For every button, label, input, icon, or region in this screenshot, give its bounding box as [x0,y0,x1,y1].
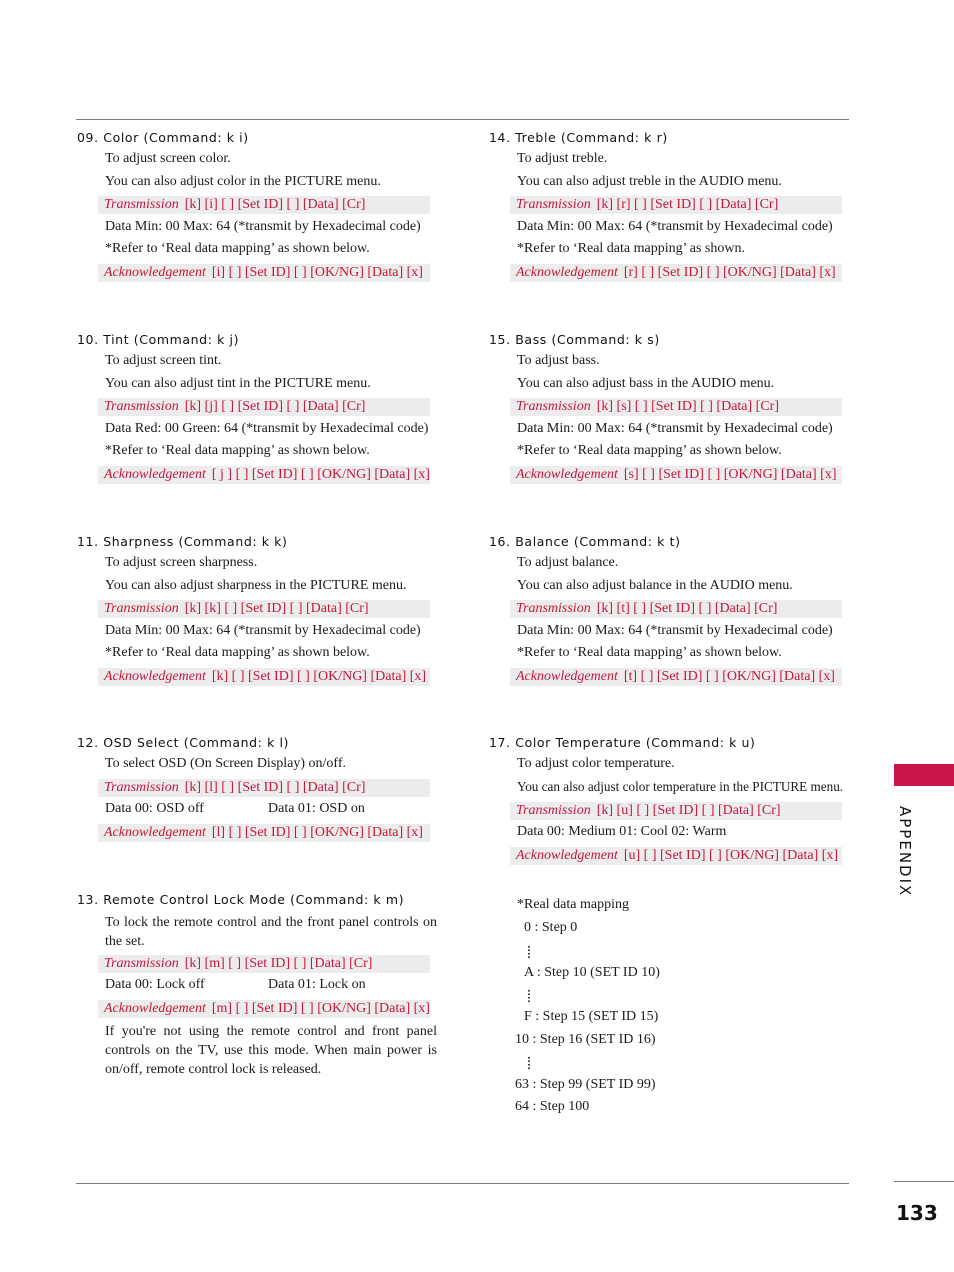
mapping-row: F : Step 15 (SET ID 15) [524,1009,659,1024]
section-heading: 16. Balance (Command: k t) [489,534,681,549]
description: To adjust bass. [517,353,600,368]
section-heading: 15. Bass (Command: k s) [489,332,660,347]
mapping-title: *Real data mapping [517,897,629,912]
transmission-code: [k] [l] [ ] [Set ID] [ ] [Data] [Cr] [184,780,366,795]
data-off: Data 00: Lock off [105,977,205,992]
transmission-code: [k] [u] [ ] [Set ID] [ ] [Data] [Cr] [596,803,781,818]
description: To select OSD (On Screen Display) on/off. [105,756,346,771]
section-heading: 10. Tint (Command: k j) [77,332,240,347]
transmission-command [510,600,842,618]
data-range: Data Min: 00 Max: 64 (*transmit by Hexadecimal code) [517,623,833,638]
top-rule [76,119,849,120]
description: To adjust screen tint. [105,353,222,368]
acknowledgement-label: Acknowledgement [516,848,618,863]
acknowledgement-code: [r] [ ] [Set ID] [ ] [OK/NG] [Data] [x] [623,265,836,280]
vertical-ellipsis [528,945,530,959]
transmission-label: Transmission [516,601,591,616]
description: To adjust screen sharpness. [105,555,258,570]
mapping-row: 64 : Step 100 [515,1099,590,1114]
menu-note: You can also adjust bass in the AUDIO menu. [517,376,775,391]
transmission-code: [k] [j] [ ] [Set ID] [ ] [Data] [Cr] [184,399,366,414]
mapping-reference: *Refer to ‘Real data mapping’ as shown below. [105,241,370,256]
transmission-command [510,196,842,214]
mapping-row: 0 : Step 0 [524,920,578,935]
transmission-label: Transmission [104,780,179,795]
menu-note: You can also adjust balance in the AUDIO menu. [517,578,793,593]
transmission-command [98,955,430,973]
mapping-row: 10 : Step 16 (SET ID 16) [515,1032,656,1047]
acknowledgement-label: Acknowledgement [104,825,206,840]
mapping-reference: *Refer to ‘Real data mapping’ as shown below. [105,443,370,458]
acknowledgement-label: Acknowledgement [516,669,618,684]
transmission-code: [k] [t] [ ] [Set ID] [ ] [Data] [Cr] [596,601,778,616]
acknowledgement-code: [u] [ ] [Set ID] [ ] [OK/NG] [Data] [x] [623,848,839,863]
acknowledgement-label: Acknowledgement [516,467,618,482]
mapping-reference: *Refer to ‘Real data mapping’ as shown below. [517,443,782,458]
data-values: Data 00: Medium 01: Cool 02: Warm [517,824,727,839]
transmission-label: Transmission [516,197,591,212]
transmission-command [98,196,430,214]
menu-note: You can also adjust sharpness in the PICTURE menu. [105,578,407,593]
acknowledgement-code: [k] [ ] [Set ID] [ ] [OK/NG] [Data] [x] [211,669,427,684]
mapping-reference: *Refer to ‘Real data mapping’ as shown. [517,241,745,256]
appendix-tab-label: APPENDIX [896,806,914,898]
page-number-rule [894,1181,954,1182]
description: To adjust treble. [517,151,608,166]
mapping-reference: *Refer to ‘Real data mapping’ as shown below. [517,645,782,660]
transmission-command [98,779,430,797]
acknowledgement-label: Acknowledgement [104,467,206,482]
transmission-command [98,600,430,618]
transmission-code: [k] [k] [ ] [Set ID] [ ] [Data] [Cr] [184,601,369,616]
section-heading: 14. Treble (Command: k r) [489,130,668,145]
transmission-code: [k] [i] [ ] [Set ID] [ ] [Data] [Cr] [184,197,366,212]
usage-note: If you're not using the remote control and front panel controls on the TV, use this mode. When main power is on/off, remote control lock is released. [105,1024,437,1077]
section-heading: 12. OSD Select (Command: k l) [77,735,290,750]
acknowledgement-command [98,824,430,842]
transmission-label: Transmission [516,399,591,414]
section-heading: 13. Remote Control Lock Mode (Command: k m) [77,892,405,907]
acknowledgement-command [510,466,842,484]
acknowledgement-code: [m] [ ] [Set ID] [ ] [OK/NG] [Data] [x] [211,1001,430,1016]
data-on: Data 01: Lock on [268,977,366,992]
transmission-label: Transmission [104,399,179,414]
menu-note: You can also adjust color in the PICTURE menu. [105,174,381,189]
acknowledgement-label: Acknowledgement [104,1001,206,1016]
acknowledgement-code: [t] [ ] [Set ID] [ ] [OK/NG] [Data] [x] [623,669,835,684]
data-range: Data Min: 00 Max: 64 (*transmit by Hexadecimal code) [105,623,421,638]
transmission-code: [k] [r] [ ] [Set ID] [ ] [Data] [Cr] [596,197,779,212]
transmission-command [510,398,842,416]
mapping-row: A : Step 10 (SET ID 10) [524,965,660,980]
mapping-reference: *Refer to ‘Real data mapping’ as shown below. [105,645,370,660]
acknowledgement-label: Acknowledgement [104,669,206,684]
acknowledgement-command [98,1000,430,1018]
data-range: Data Min: 00 Max: 64 (*transmit by Hexadecimal code) [105,219,421,234]
transmission-label: Transmission [104,956,179,971]
vertical-ellipsis [528,989,530,1003]
mapping-row: 63 : Step 99 (SET ID 99) [515,1077,656,1092]
acknowledgement-command [510,264,842,282]
acknowledgement-command [98,264,430,282]
acknowledgement-label: Acknowledgement [104,265,206,280]
description: To adjust color temperature. [517,756,675,771]
bottom-rule [76,1183,849,1184]
data-on: Data 01: OSD on [268,801,365,816]
description: To adjust screen color. [105,151,231,166]
data-range: Data Min: 00 Max: 64 (*transmit by Hexadecimal code) [517,421,833,436]
description: To lock the remote control and the front panel controls on the set. [105,915,437,949]
acknowledgement-code: [i] [ ] [Set ID] [ ] [OK/NG] [Data] [x] [211,265,423,280]
acknowledgement-command [510,668,842,686]
page-number: 133 [896,1201,938,1225]
appendix-tab-marker [894,764,954,786]
acknowledgement-command [510,847,842,865]
section-heading: 17. Color Temperature (Command: k u) [489,735,756,750]
acknowledgement-code: [l] [ ] [Set ID] [ ] [OK/NG] [Data] [x] [211,825,423,840]
transmission-code: [k] [m] [ ] [Set ID] [ ] [Data] [Cr] [184,956,373,971]
acknowledgement-label: Acknowledgement [516,265,618,280]
transmission-code: [k] [s] [ ] [Set ID] [ ] [Data] [Cr] [596,399,780,414]
transmission-command [98,398,430,416]
section-heading: 09. Color (Command: k i) [77,130,249,145]
transmission-label: Transmission [104,601,179,616]
description: To adjust balance. [517,555,619,570]
menu-note: You can also adjust color temperature in the PICTURE menu. [517,779,844,794]
section-heading: 11. Sharpness (Command: k k) [77,534,288,549]
transmission-command [510,802,842,820]
vertical-ellipsis [528,1056,530,1070]
menu-note: You can also adjust treble in the AUDIO menu. [517,174,782,189]
acknowledgement-code: [s] [ ] [Set ID] [ ] [OK/NG] [Data] [x] [623,467,837,482]
data-range: Data Min: 00 Max: 64 (*transmit by Hexadecimal code) [517,219,833,234]
menu-note: You can also adjust tint in the PICTURE menu. [105,376,371,391]
acknowledgement-command [98,668,430,686]
acknowledgement-command [98,466,430,484]
transmission-label: Transmission [104,197,179,212]
transmission-label: Transmission [516,803,591,818]
data-off: Data 00: OSD off [105,801,204,816]
acknowledgement-code: [ j ] [ ] [Set ID] [ ] [OK/NG] [Data] [x] [211,467,430,482]
data-range: Data Red: 00 Green: 64 (*transmit by Hexadecimal code) [105,421,429,436]
